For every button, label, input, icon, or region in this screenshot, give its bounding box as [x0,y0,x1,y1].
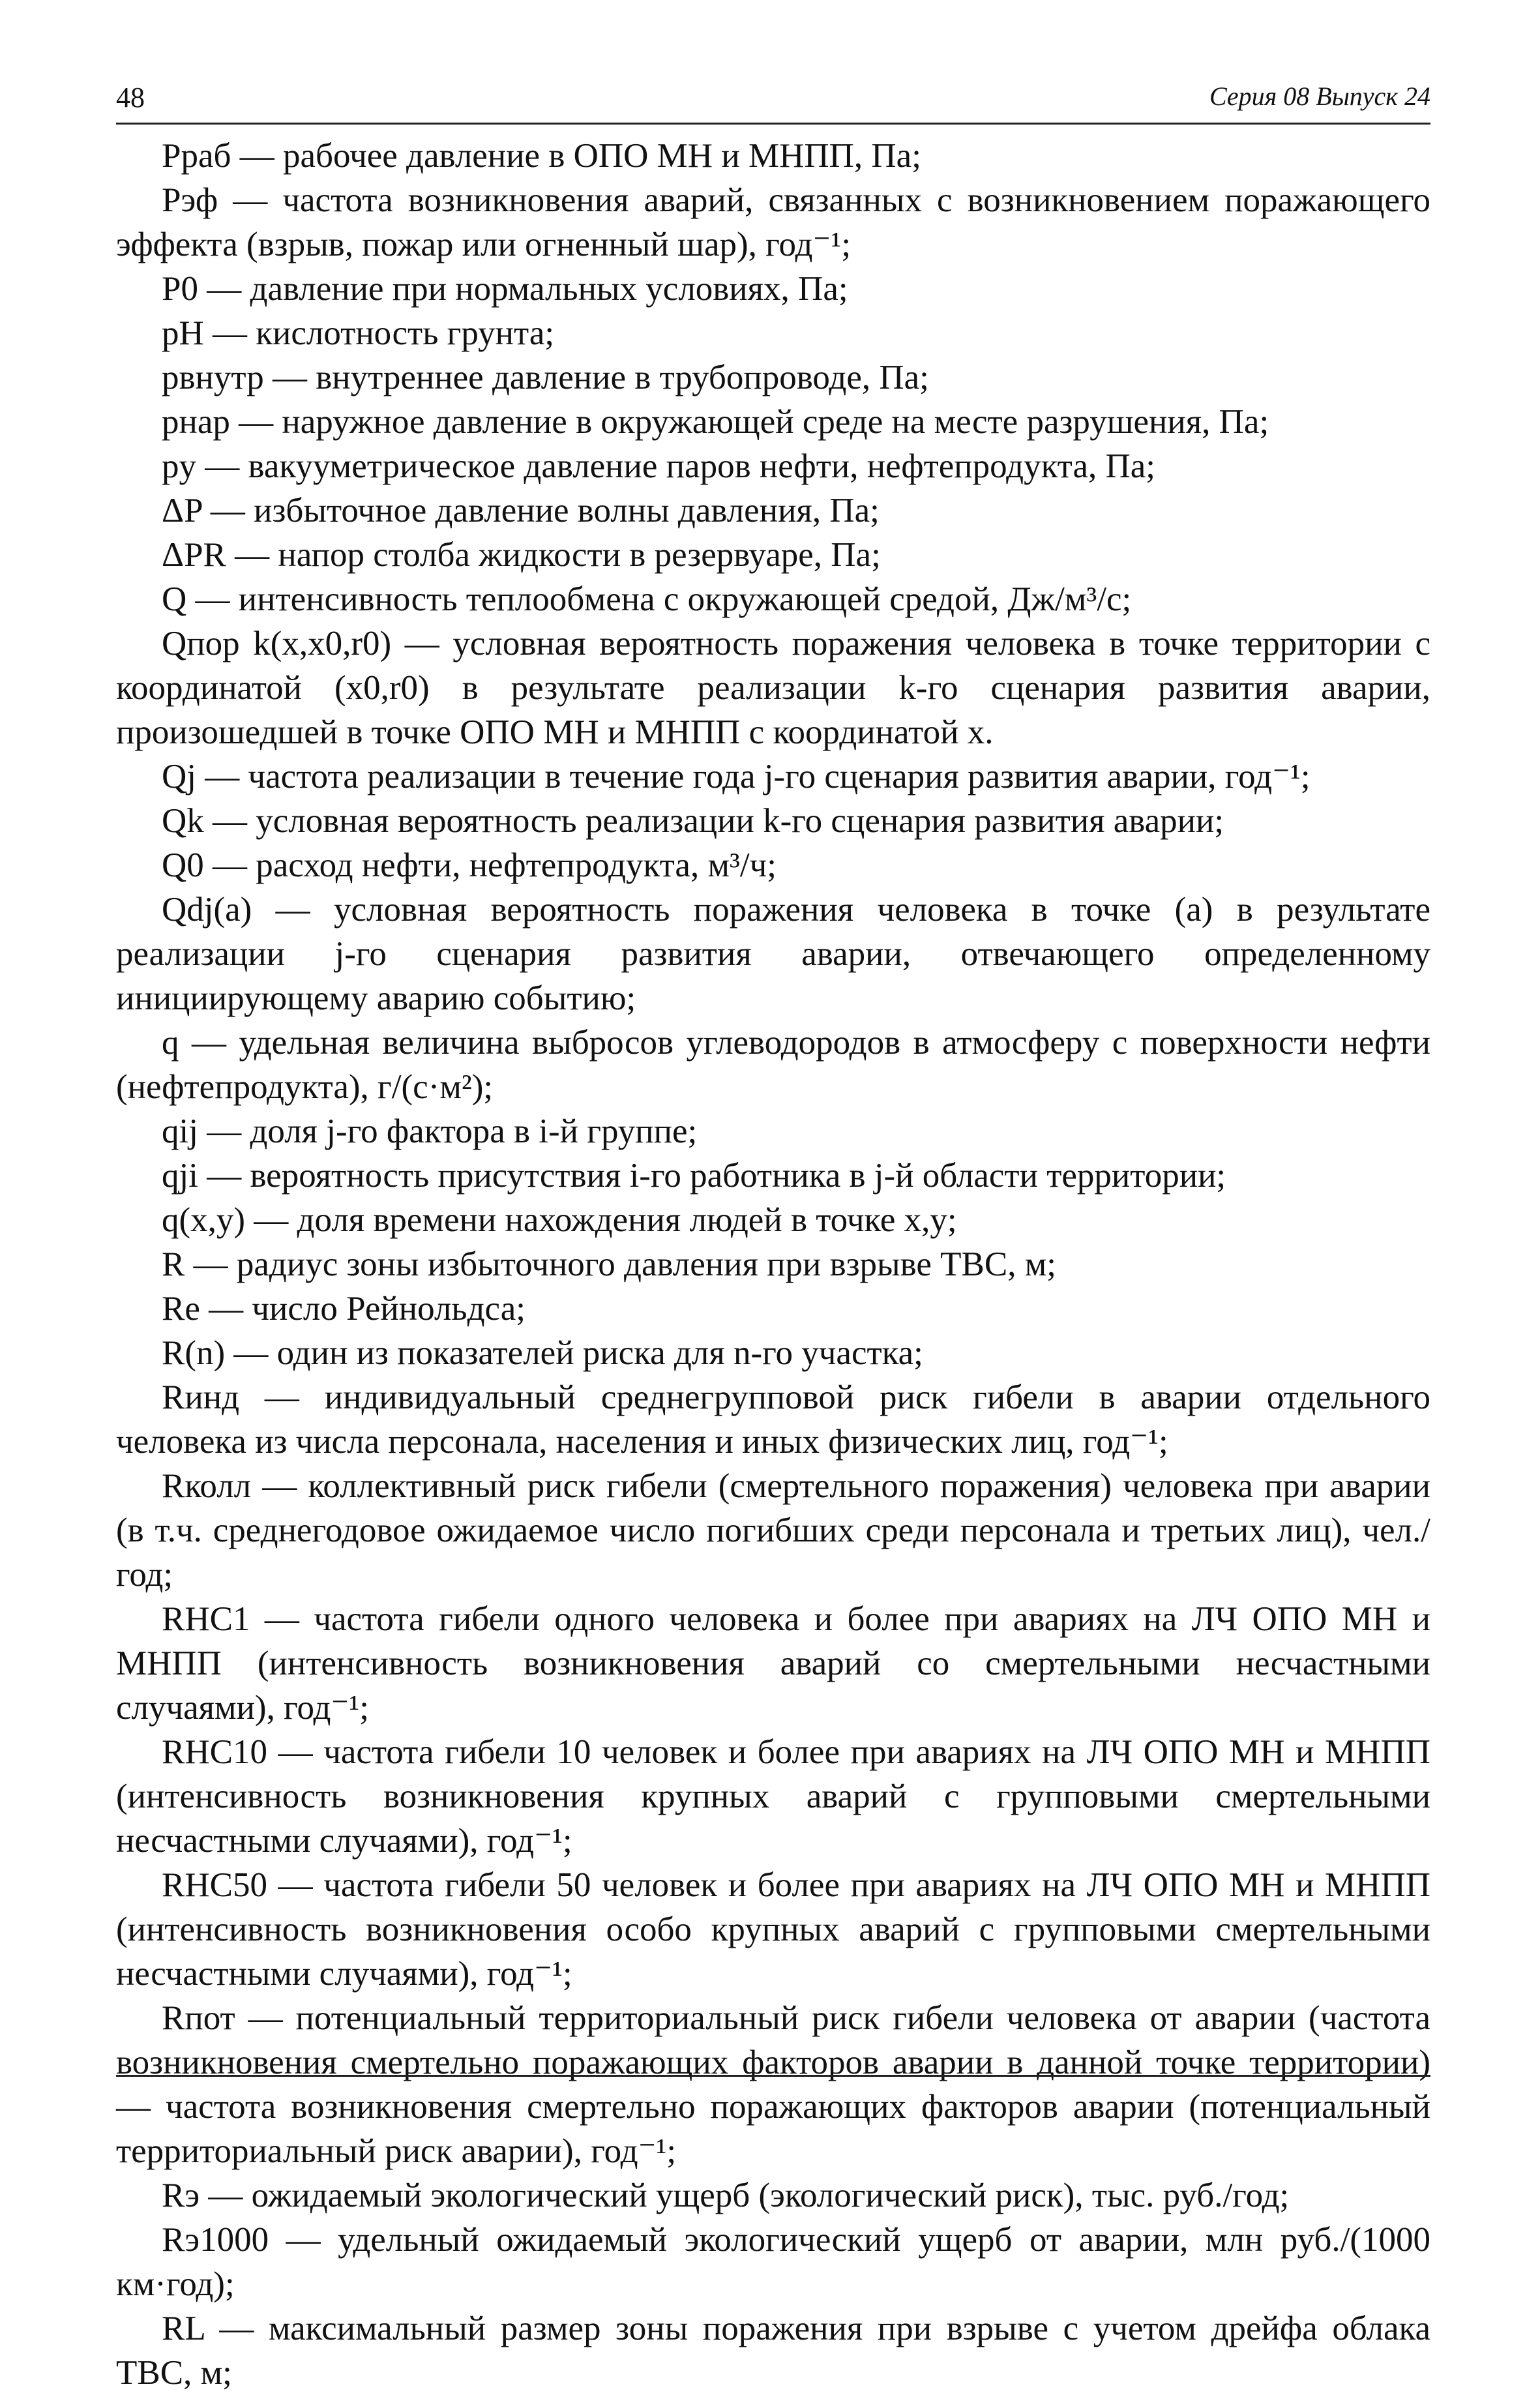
notation-entry: Rколл — коллективный риск гибели (смертельного поражения) человека при аварии (в т.ч. среднегодовое ожидаемое число погибших среди персонала и третьих лиц), чел./год; [116,1467,1430,1594]
notation-entry: Pраб — рабочее давление в ОПО МН и МНПП, Па; [162,137,921,175]
footer-divider [116,2075,1430,2077]
notation-entry: R(n) — один из показателей риска для n-го участка; [162,1334,923,1372]
notation-entry: pу — вакууметрическое давление паров нефти, нефтепродукта, Па; [162,447,1156,485]
notation-entry: R — радиус зоны избыточного давления при взрыве ТВС, м; [162,1245,1056,1283]
notation-entry: RНС50 — частота гибели 50 человек и более при авариях на ЛЧ ОПО МН и МНПП (интенсивность возникновения особо крупных аварий с групповыми смертельными несчастными случаями), год⁻¹; [116,1866,1430,1993]
notation-entry: RНС1 — частота гибели одного человека и более при авариях на ЛЧ ОПО МН и МНПП (интенсивность возникновения аварий со смертельными несчастными случаями), год⁻¹; [116,1600,1430,1727]
notation-entry: pвнутр — внутреннее давление в трубопроводе, Па; [162,359,929,396]
notation-entry: Rинд — индивидуальный среднегрупповой риск гибели в аварии отдельного человека из числа персонала, населения и иных физических лиц, год⁻¹; [116,1378,1430,1461]
notation-entry: ΔPR — напор столба жидкости в резервуаре, Па; [162,536,881,574]
page-header [116,77,1430,125]
notation-entry: Qпор k(x,x0,r0) — условная вероятность поражения человека в точке территории с координатой (x0,r0) в результате реализации k-го сценария развития аварии, произошедшей в точке ОПО МН и МНПП с координатой x. [116,625,1430,751]
notation-entry: Rэ — ожидаемый экологический ущерб (экологический риск), тыс. руб./год; [162,2177,1290,2214]
notation-entry: Rпот — потенциальный территориальный риск гибели человека от аварии (частота возникновения смертельно поражающих факторов аварии в данной точке территории) — частота возникновения смертельно поражающих факторов аварии (потенциальный территориальный риск аварии), год⁻¹; [116,1999,1430,2170]
notation-entry: q — удельная величина выбросов углеводородов в атмосферу с поверхности нефти (нефтепродукта), г/(с·м²); [116,1024,1430,1106]
notation-entry: Re — число Рейнольдса; [162,1290,526,1328]
notation-entry: qij — доля j-го фактора в i-й группе; [162,1112,698,1150]
notation-entry: pнар — наружное давление в окружающей среде на месте разрушения, Па; [162,403,1269,441]
notation-entry: qji — вероятность присутствия i-го работника в j-й области территории; [162,1157,1226,1195]
notation-entry: q(x,y) — доля времени нахождения людей в точке x,y; [162,1201,957,1239]
notation-entry: P0 — давление при нормальных условиях, Па; [162,270,848,308]
notation-list [116,134,1430,2395]
page-number: 48 [116,82,145,113]
notation-entry: Qk — условная вероятность реализации k-го сценария развития аварии; [162,802,1224,840]
series-label: Серия 08 Выпуск 24 [1209,82,1430,111]
notation-entry: Q — интенсивность теплообмена с окружающей средой, Дж/м³/с; [162,580,1132,618]
notation-entry: Qj — частота реализации в течение года j-го сценария развития аварии, год⁻¹; [162,758,1310,796]
notation-entry: Pэф — частота возникновения аварий, связанных с возникновением поражающего эффекта (взрыв, пожар или огненный шар), год⁻¹; [116,181,1430,263]
notation-entry: Qdj(a) — условная вероятность поражения человека в точке (a) в результате реализации j-го сценария развития аварии, отвечающего определенному инициирующему аварию событию; [116,891,1430,1017]
notation-entry: Rэ1000 — удельный ожидаемый экологический ущерб от аварии, млн руб./(1000 км·год); [116,2221,1430,2303]
notation-entry: ΔP — избыточное давление волны давления, Па; [162,492,880,529]
notation-entry: pH — кислотность грунта; [162,314,555,352]
notation-entry: RL — максимальный размер зоны поражения при взрыве с учетом дрейфа облака ТВС, м; [116,2310,1430,2392]
notation-entry: Q0 — расход нефти, нефтепродукта, м³/ч; [162,846,777,884]
notation-entry: RНС10 — частота гибели 10 человек и более при авариях на ЛЧ ОПО МН и МНПП (интенсивность возникновения крупных аварий с групповыми смертельными несчастными случаями), год⁻¹; [116,1733,1430,1860]
